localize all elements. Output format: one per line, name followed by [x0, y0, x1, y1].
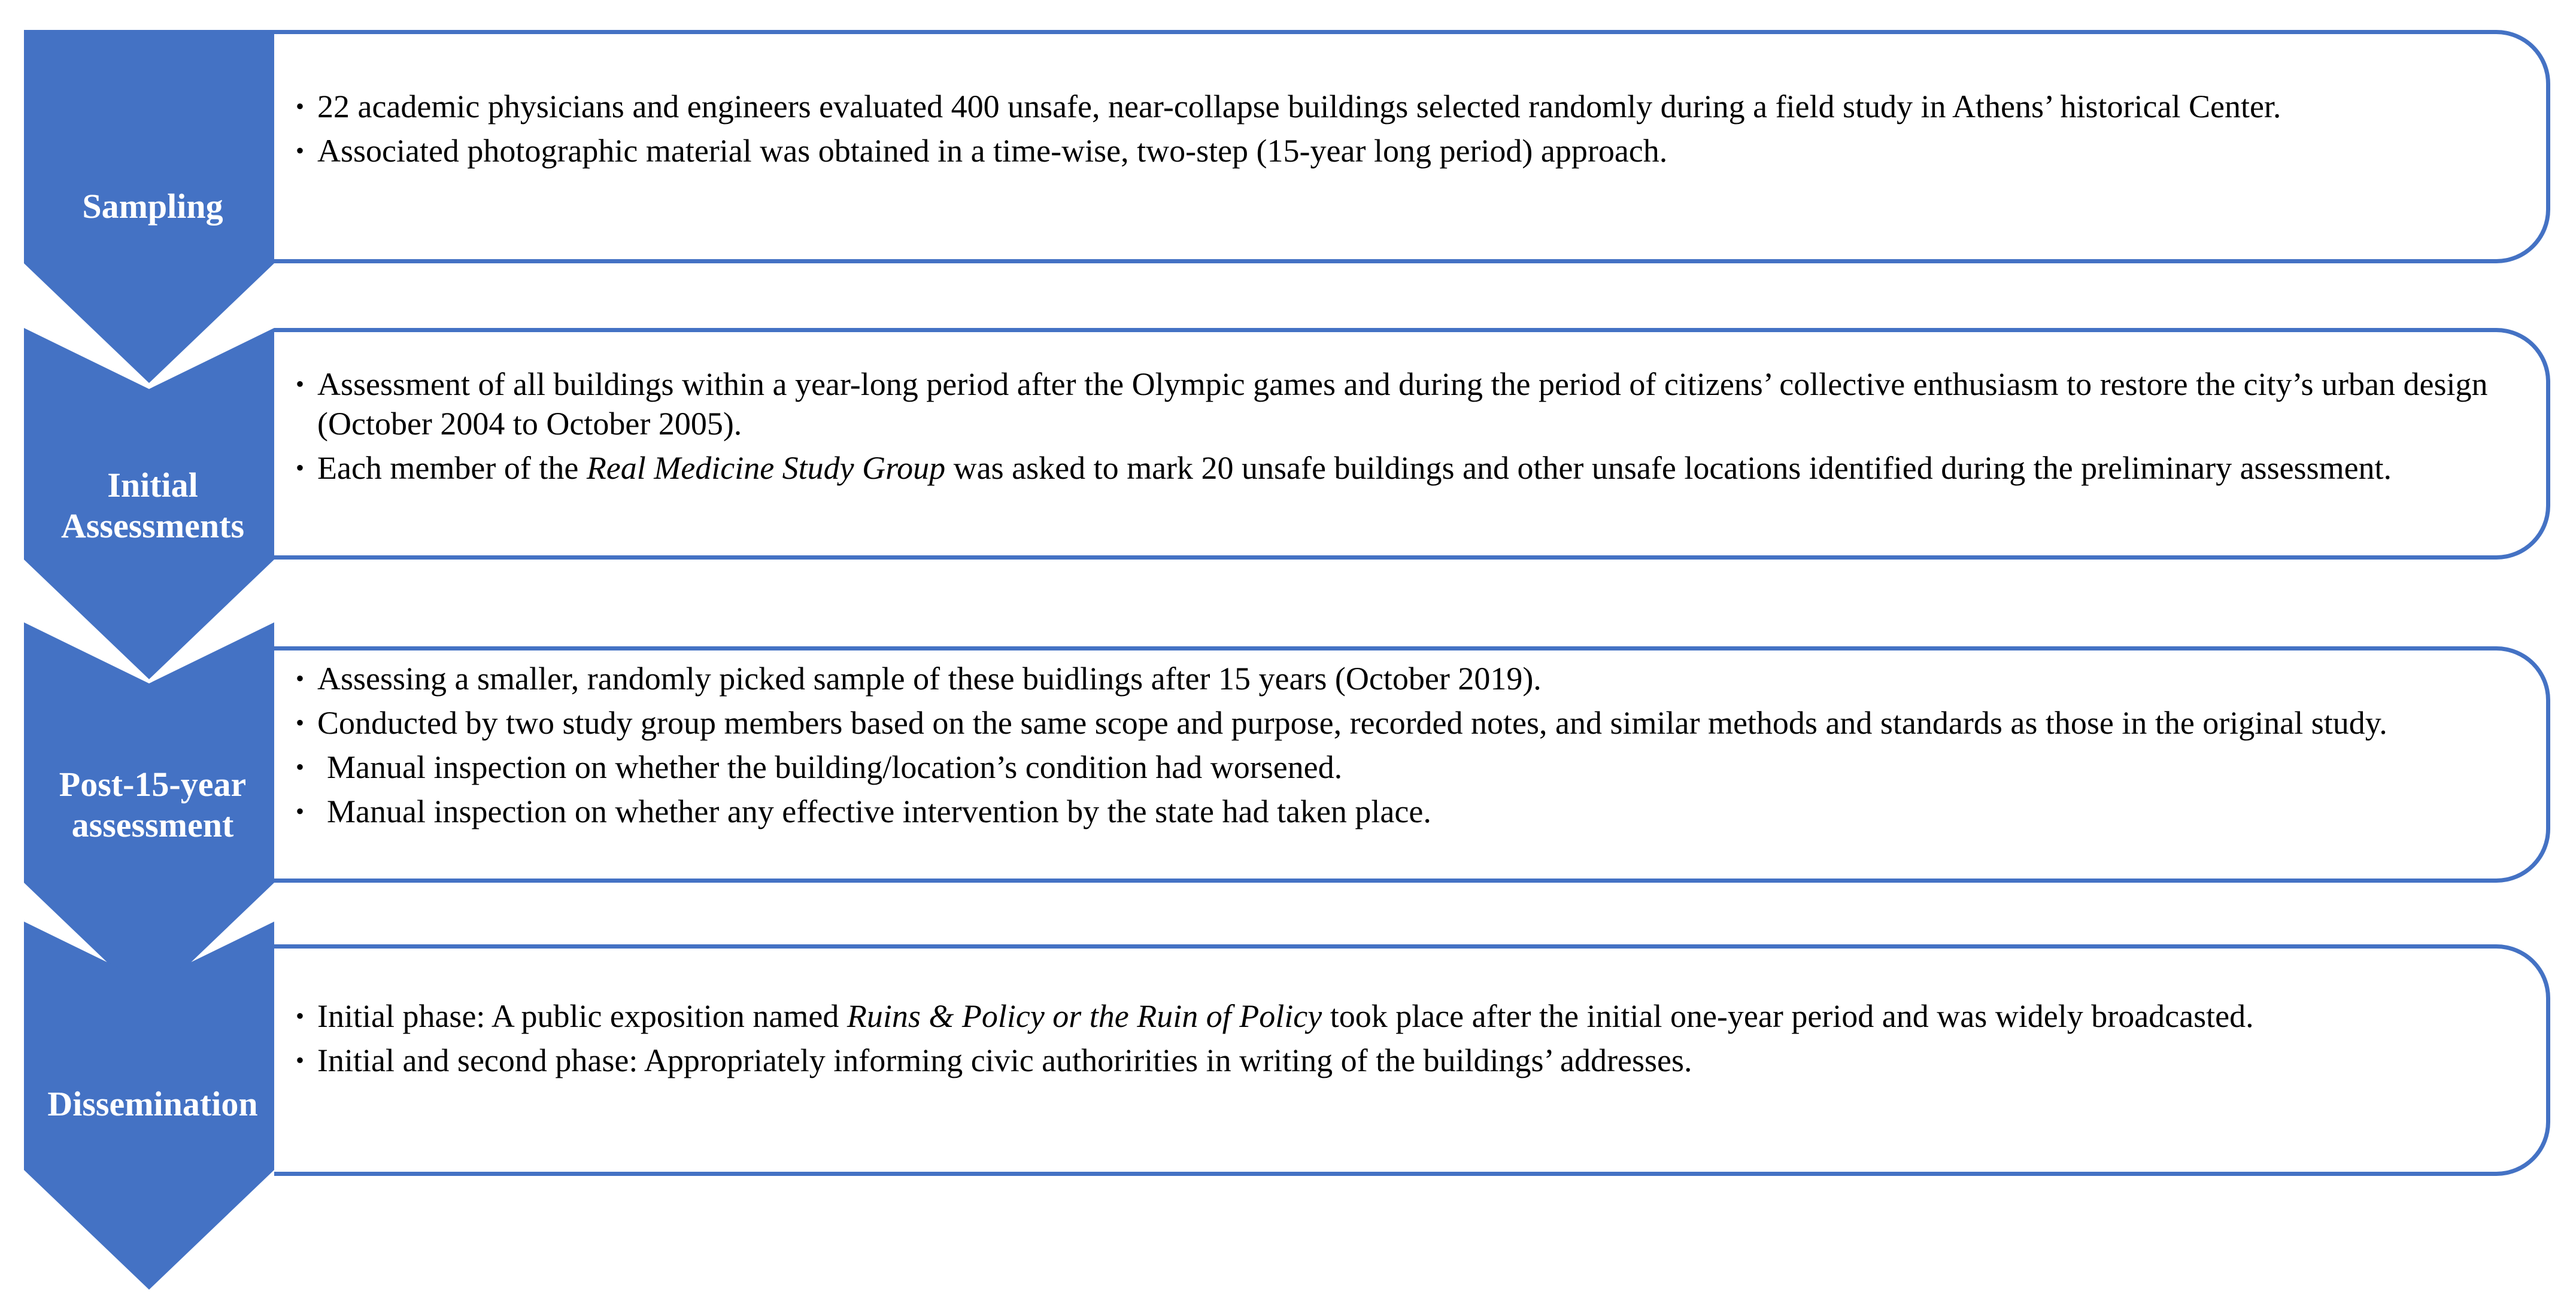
bullet-item: [292, 792, 2510, 831]
bullet-list: [292, 659, 2510, 836]
bullet-list: [292, 996, 2510, 1085]
bullet-item: [292, 364, 2510, 443]
bullet-dot-icon: •: [296, 137, 305, 164]
bullet-item: [292, 448, 2510, 488]
bullet-item: [292, 87, 2510, 126]
stage-box-dissemination: [274, 944, 2550, 1176]
bullet-dot-icon: •: [296, 1047, 305, 1074]
stage-box-sampling: [274, 30, 2550, 263]
bullet-dot-icon: •: [296, 1002, 305, 1029]
bullet-dot-icon: •: [296, 454, 305, 481]
bullet-item: [292, 747, 2510, 787]
bullet-text: Manual inspection on whether any effective intervention by the state had taken place.: [327, 794, 1431, 829]
stage-label-dissemination: Dissemination: [47, 1084, 258, 1123]
bullet-text: Each member of the: [317, 450, 587, 486]
bullet-dot-icon: •: [296, 709, 305, 736]
bullet-dot-icon: •: [296, 753, 305, 780]
bullet-item: [292, 1041, 2510, 1080]
bullet-text: Associated photographic material was obtained in a time-wise, two-step (15-year long period) approach.: [317, 133, 1668, 169]
bullet-list: [292, 364, 2510, 493]
bullet-text: Assessment of all buildings within a year-long period after the Olympic games and during the period of citizens’ collective enthusiasm to restore the city’s urban design (October 2004 to October 2005).: [317, 366, 2488, 442]
bullet-list: [292, 87, 2510, 175]
bullet-text: Real Medicine Study Group: [586, 450, 946, 486]
bullet-text: Ruins & Policy or the Ruin of Policy: [846, 998, 1322, 1034]
bullet-item: [292, 131, 2510, 171]
bullet-text: Conducted by two study group members based on the same scope and purpose, recorded notes, and similar methods and standards as those in the original study.: [317, 705, 2387, 741]
bullet-item: [292, 659, 2510, 698]
bullet-text: was asked to mark 20 unsafe buildings and other unsafe locations identified during the preliminary assessment.: [945, 450, 2392, 486]
bullet-text: Initial and second phase: Appropriately informing civic authoririties in writing of the buildings’ addresses.: [317, 1042, 1692, 1078]
bullet-item: [292, 703, 2510, 743]
bullet-text: Initial phase: A public exposition named: [317, 998, 847, 1034]
bullet-dot-icon: •: [296, 93, 305, 120]
stage-label-sampling: Sampling: [82, 187, 223, 226]
bullet-dot-icon: •: [296, 665, 305, 692]
bullet-item: [292, 996, 2510, 1036]
bullet-dot-icon: •: [296, 370, 305, 397]
bullet-text: 22 academic physicians and engineers evaluated 400 unsafe, near-collapse buildings selected randomly during a field study in Athens’ historical Center.: [317, 89, 2281, 124]
bullet-text: Manual inspection on whether the building/location’s condition had worsened.: [327, 749, 1343, 785]
bullet-text: took place after the initial one-year period and was widely broadcasted.: [1322, 998, 2254, 1034]
stage-label-initial-assessments: Initial Assessments: [60, 466, 245, 545]
bullet-dot-icon: •: [296, 798, 305, 825]
bullet-text: Assessing a smaller, randomly picked sample of these buidlings after 15 years (October 2019).: [317, 661, 1542, 697]
stage-box-post-15-year-assessment: [274, 646, 2550, 883]
stage-label-post-15-year-assessment: Post-15-year assessment: [59, 765, 247, 844]
stage-box-initial-assessments: [274, 328, 2550, 560]
